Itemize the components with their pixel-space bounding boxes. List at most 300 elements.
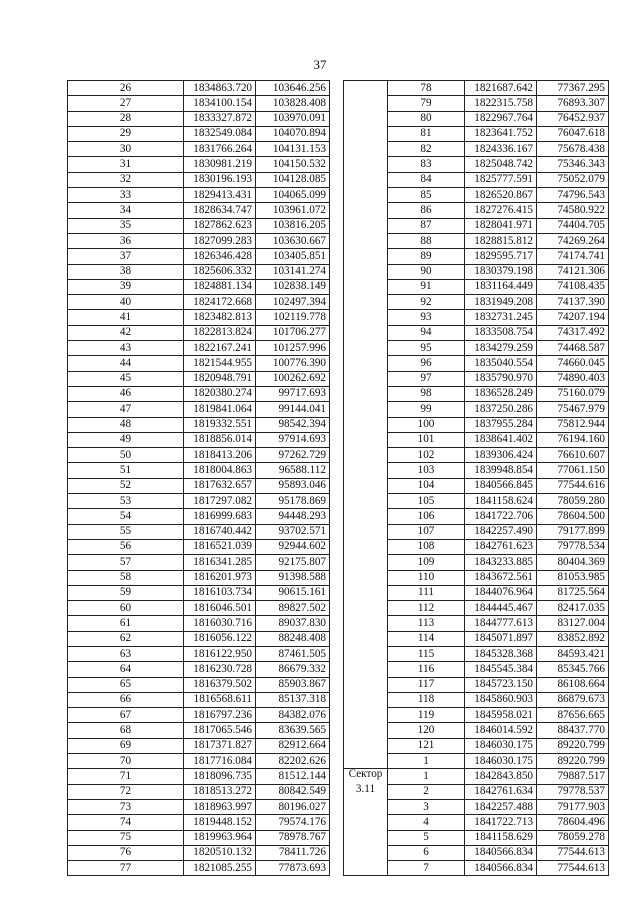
point-number: 35 xyxy=(68,218,184,233)
point-number: 73 xyxy=(68,799,184,814)
y-coordinate: 95178.869 xyxy=(256,494,330,509)
table-row xyxy=(344,769,609,784)
point-number: 29 xyxy=(68,126,184,141)
y-coordinate: 74317.492 xyxy=(537,325,609,340)
point-number: 51 xyxy=(68,463,184,478)
table-row xyxy=(68,233,330,248)
table-row xyxy=(68,784,330,799)
point-number: 118 xyxy=(388,692,465,707)
y-coordinate: 104070.894 xyxy=(256,126,330,141)
point-number: 41 xyxy=(68,310,184,325)
y-coordinate: 82912.664 xyxy=(256,738,330,753)
point-number: 49 xyxy=(68,432,184,447)
y-coordinate: 80404.369 xyxy=(537,555,609,570)
y-coordinate: 98542.394 xyxy=(256,417,330,432)
x-coordinate: 1832549.084 xyxy=(184,126,256,141)
y-coordinate: 87656.665 xyxy=(537,708,609,723)
x-coordinate: 1846030.175 xyxy=(465,738,537,753)
x-coordinate: 1820380.274 xyxy=(184,386,256,401)
y-coordinate: 82202.626 xyxy=(256,754,330,769)
y-coordinate: 83639.565 xyxy=(256,723,330,738)
x-coordinate: 1845545.384 xyxy=(465,662,537,677)
y-coordinate: 79778.534 xyxy=(537,539,609,554)
point-number: 4 xyxy=(388,815,465,830)
table-row xyxy=(68,601,330,616)
y-coordinate: 104065.099 xyxy=(256,188,330,203)
x-coordinate: 1833327.872 xyxy=(184,111,256,126)
table-row xyxy=(68,356,330,371)
point-number: 102 xyxy=(388,448,465,463)
point-number: 33 xyxy=(68,188,184,203)
table-row xyxy=(68,172,330,187)
y-coordinate: 89827.502 xyxy=(256,601,330,616)
table-row xyxy=(68,738,330,753)
x-coordinate: 1819963.964 xyxy=(184,830,256,845)
sector-number: 3.11 xyxy=(355,782,376,795)
point-number: 1 xyxy=(388,754,465,769)
point-number: 82 xyxy=(388,142,465,157)
table-row xyxy=(68,570,330,585)
point-number: 111 xyxy=(388,585,465,600)
table-row xyxy=(68,494,330,509)
table-row xyxy=(68,830,330,845)
point-number: 109 xyxy=(388,555,465,570)
table-row xyxy=(68,861,330,876)
y-coordinate: 79177.899 xyxy=(537,524,609,539)
table-row xyxy=(68,723,330,738)
sector-label: Сектор xyxy=(348,768,383,781)
table-row xyxy=(68,799,330,814)
x-coordinate: 1834100.154 xyxy=(184,96,256,111)
x-coordinate: 1816521.039 xyxy=(184,539,256,554)
y-coordinate: 101706.277 xyxy=(256,325,330,340)
point-number: 57 xyxy=(68,555,184,570)
x-coordinate: 1817371.827 xyxy=(184,738,256,753)
point-number: 34 xyxy=(68,203,184,218)
y-coordinate: 79778.537 xyxy=(537,784,609,799)
x-coordinate: 1841158.629 xyxy=(465,830,537,845)
y-coordinate: 83127.004 xyxy=(537,616,609,631)
x-coordinate: 1827276.415 xyxy=(465,203,537,218)
x-coordinate: 1820948.791 xyxy=(184,371,256,386)
y-coordinate: 103141.274 xyxy=(256,264,330,279)
point-number: 27 xyxy=(68,96,184,111)
y-coordinate: 103646.256 xyxy=(256,81,330,96)
y-coordinate: 77544.613 xyxy=(537,845,609,860)
x-coordinate: 1825048.742 xyxy=(465,157,537,172)
table-row xyxy=(68,386,330,401)
x-coordinate: 1841722.713 xyxy=(465,815,537,830)
table-row xyxy=(68,341,330,356)
x-coordinate: 1818513.272 xyxy=(184,784,256,799)
x-coordinate: 1837955.284 xyxy=(465,417,537,432)
y-coordinate: 74174.741 xyxy=(537,249,609,264)
y-coordinate: 74269.264 xyxy=(537,233,609,248)
x-coordinate: 1833508.754 xyxy=(465,325,537,340)
table-row xyxy=(68,279,330,294)
x-coordinate: 1822315.758 xyxy=(465,96,537,111)
x-coordinate: 1818096.735 xyxy=(184,769,256,784)
x-coordinate: 1829413.431 xyxy=(184,188,256,203)
table-row xyxy=(68,249,330,264)
y-coordinate: 79574.176 xyxy=(256,815,330,830)
y-coordinate: 74468.587 xyxy=(537,341,609,356)
x-coordinate: 1828041.971 xyxy=(465,218,537,233)
table-row xyxy=(68,325,330,340)
point-number: 47 xyxy=(68,402,184,417)
table-row xyxy=(68,218,330,233)
right-coordinate-table xyxy=(343,80,609,876)
point-number: 68 xyxy=(68,723,184,738)
table-row xyxy=(68,478,330,493)
y-coordinate: 78059.278 xyxy=(537,830,609,845)
point-number: 70 xyxy=(68,754,184,769)
x-coordinate: 1819332.551 xyxy=(184,417,256,432)
table-row xyxy=(68,677,330,692)
point-number: 88 xyxy=(388,233,465,248)
point-number: 43 xyxy=(68,341,184,356)
y-coordinate: 75346.343 xyxy=(537,157,609,172)
y-coordinate: 76452.937 xyxy=(537,111,609,126)
table-row xyxy=(68,555,330,570)
x-coordinate: 1845958.021 xyxy=(465,708,537,723)
y-coordinate: 79177.903 xyxy=(537,799,609,814)
y-coordinate: 103630.667 xyxy=(256,233,330,248)
y-coordinate: 93702.571 xyxy=(256,524,330,539)
table-row xyxy=(68,692,330,707)
point-number: 104 xyxy=(388,478,465,493)
x-coordinate: 1827099.283 xyxy=(184,233,256,248)
table-row xyxy=(68,402,330,417)
point-number: 74 xyxy=(68,815,184,830)
point-number: 113 xyxy=(388,616,465,631)
y-coordinate: 81512.144 xyxy=(256,769,330,784)
y-coordinate: 86879.673 xyxy=(537,692,609,707)
x-coordinate: 1817716.084 xyxy=(184,754,256,769)
table-row xyxy=(68,448,330,463)
x-coordinate: 1842761.623 xyxy=(465,539,537,554)
x-coordinate: 1816230.728 xyxy=(184,662,256,677)
point-number: 1 xyxy=(388,769,465,784)
x-coordinate: 1839306.424 xyxy=(465,448,537,463)
point-number: 105 xyxy=(388,494,465,509)
y-coordinate: 89037.830 xyxy=(256,616,330,631)
y-coordinate: 82417.035 xyxy=(537,601,609,616)
x-coordinate: 1837250.286 xyxy=(465,402,537,417)
point-number: 60 xyxy=(68,601,184,616)
y-coordinate: 99717.693 xyxy=(256,386,330,401)
x-coordinate: 1835790.970 xyxy=(465,371,537,386)
point-number: 66 xyxy=(68,692,184,707)
point-number: 31 xyxy=(68,157,184,172)
y-coordinate: 80196.027 xyxy=(256,799,330,814)
point-number: 76 xyxy=(68,845,184,860)
point-number: 100 xyxy=(388,417,465,432)
y-coordinate: 75052.079 xyxy=(537,172,609,187)
y-coordinate: 92175.807 xyxy=(256,555,330,570)
point-number: 54 xyxy=(68,509,184,524)
sector-cell-empty xyxy=(344,81,388,769)
point-number: 69 xyxy=(68,738,184,753)
x-coordinate: 1842257.488 xyxy=(465,799,537,814)
x-coordinate: 1845723.150 xyxy=(465,677,537,692)
point-number: 84 xyxy=(388,172,465,187)
point-number: 107 xyxy=(388,524,465,539)
x-coordinate: 1821544.955 xyxy=(184,356,256,371)
x-coordinate: 1816122.950 xyxy=(184,646,256,661)
point-number: 71 xyxy=(68,769,184,784)
left-coordinate-table xyxy=(67,80,330,876)
table-row xyxy=(68,769,330,784)
point-number: 44 xyxy=(68,356,184,371)
y-coordinate: 77367.295 xyxy=(537,81,609,96)
y-coordinate: 77544.613 xyxy=(537,861,609,876)
y-coordinate: 85903.867 xyxy=(256,677,330,692)
point-number: 61 xyxy=(68,616,184,631)
point-number: 101 xyxy=(388,432,465,447)
y-coordinate: 102497.394 xyxy=(256,295,330,310)
table-row xyxy=(68,662,330,677)
x-coordinate: 1816201.973 xyxy=(184,570,256,585)
y-coordinate: 84382.076 xyxy=(256,708,330,723)
point-number: 90 xyxy=(388,264,465,279)
y-coordinate: 76047.618 xyxy=(537,126,609,141)
point-number: 85 xyxy=(388,188,465,203)
point-number: 26 xyxy=(68,81,184,96)
point-number: 95 xyxy=(388,341,465,356)
y-coordinate: 81053.985 xyxy=(537,570,609,585)
point-number: 6 xyxy=(388,845,465,860)
point-number: 115 xyxy=(388,646,465,661)
table-row xyxy=(68,616,330,631)
left-table-body xyxy=(68,81,330,876)
y-coordinate: 75160.079 xyxy=(537,386,609,401)
x-coordinate: 1843233.885 xyxy=(465,555,537,570)
y-coordinate: 97262.729 xyxy=(256,448,330,463)
point-number: 116 xyxy=(388,662,465,677)
x-coordinate: 1818856.014 xyxy=(184,432,256,447)
point-number: 86 xyxy=(388,203,465,218)
point-number: 96 xyxy=(388,356,465,371)
y-coordinate: 102838.149 xyxy=(256,279,330,294)
y-coordinate: 80842.549 xyxy=(256,784,330,799)
point-number: 56 xyxy=(68,539,184,554)
point-number: 97 xyxy=(388,371,465,386)
x-coordinate: 1832731.245 xyxy=(465,310,537,325)
point-number: 40 xyxy=(68,295,184,310)
point-number: 59 xyxy=(68,585,184,600)
table-row xyxy=(68,631,330,646)
table-row xyxy=(68,815,330,830)
y-coordinate: 77061.150 xyxy=(537,463,609,478)
point-number: 64 xyxy=(68,662,184,677)
point-number: 79 xyxy=(388,96,465,111)
y-coordinate: 104128.085 xyxy=(256,172,330,187)
table-row xyxy=(68,203,330,218)
point-number: 48 xyxy=(68,417,184,432)
point-number: 114 xyxy=(388,631,465,646)
point-number: 75 xyxy=(68,830,184,845)
x-coordinate: 1817065.546 xyxy=(184,723,256,738)
y-coordinate: 75812.944 xyxy=(537,417,609,432)
x-coordinate: 1843672.561 xyxy=(465,570,537,585)
table-row xyxy=(68,371,330,386)
point-number: 77 xyxy=(68,861,184,876)
x-coordinate: 1844445.467 xyxy=(465,601,537,616)
point-number: 37 xyxy=(68,249,184,264)
y-coordinate: 104131.153 xyxy=(256,142,330,157)
table-row xyxy=(68,524,330,539)
x-coordinate: 1834279.259 xyxy=(465,341,537,356)
table-row xyxy=(68,845,330,860)
point-number: 91 xyxy=(388,279,465,294)
x-coordinate: 1844076.964 xyxy=(465,585,537,600)
y-coordinate: 85345.766 xyxy=(537,662,609,677)
point-number: 7 xyxy=(388,861,465,876)
table-row xyxy=(68,295,330,310)
point-number: 28 xyxy=(68,111,184,126)
y-coordinate: 74137.390 xyxy=(537,295,609,310)
x-coordinate: 1838641.402 xyxy=(465,432,537,447)
point-number: 83 xyxy=(388,157,465,172)
x-coordinate: 1818963.997 xyxy=(184,799,256,814)
point-number: 38 xyxy=(68,264,184,279)
x-coordinate: 1825606.332 xyxy=(184,264,256,279)
x-coordinate: 1820510.132 xyxy=(184,845,256,860)
x-coordinate: 1828815.812 xyxy=(465,233,537,248)
x-coordinate: 1830379.198 xyxy=(465,264,537,279)
x-coordinate: 1834863.720 xyxy=(184,81,256,96)
y-coordinate: 100776.390 xyxy=(256,356,330,371)
point-number: 94 xyxy=(388,325,465,340)
y-coordinate: 78978.767 xyxy=(256,830,330,845)
y-coordinate: 99144.041 xyxy=(256,402,330,417)
point-number: 53 xyxy=(68,494,184,509)
point-number: 62 xyxy=(68,631,184,646)
point-number: 89 xyxy=(388,249,465,264)
point-number: 58 xyxy=(68,570,184,585)
table-row xyxy=(68,432,330,447)
y-coordinate: 102119.778 xyxy=(256,310,330,325)
x-coordinate: 1846014.592 xyxy=(465,723,537,738)
x-coordinate: 1816740.442 xyxy=(184,524,256,539)
x-coordinate: 1816030.716 xyxy=(184,616,256,631)
y-coordinate: 104150.532 xyxy=(256,157,330,172)
y-coordinate: 88248.408 xyxy=(256,631,330,646)
y-coordinate: 101257.996 xyxy=(256,341,330,356)
x-coordinate: 1846030.175 xyxy=(465,754,537,769)
point-number: 30 xyxy=(68,142,184,157)
point-number: 45 xyxy=(68,371,184,386)
table-row xyxy=(68,188,330,203)
x-coordinate: 1829595.717 xyxy=(465,249,537,264)
point-number: 78 xyxy=(388,81,465,96)
table-row xyxy=(68,509,330,524)
point-number: 80 xyxy=(388,111,465,126)
y-coordinate: 78411.726 xyxy=(256,845,330,860)
y-coordinate: 78604.500 xyxy=(537,509,609,524)
x-coordinate: 1842761.634 xyxy=(465,784,537,799)
x-coordinate: 1816379.502 xyxy=(184,677,256,692)
x-coordinate: 1823482.813 xyxy=(184,310,256,325)
y-coordinate: 76893.307 xyxy=(537,96,609,111)
sector-label-cell xyxy=(344,769,388,876)
x-coordinate: 1824881.134 xyxy=(184,279,256,294)
point-number: 108 xyxy=(388,539,465,554)
table-row xyxy=(68,96,330,111)
table-row xyxy=(68,126,330,141)
y-coordinate: 86679.332 xyxy=(256,662,330,677)
x-coordinate: 1845328.368 xyxy=(465,646,537,661)
table-row xyxy=(68,463,330,478)
y-coordinate: 103816.205 xyxy=(256,218,330,233)
table-row xyxy=(68,264,330,279)
x-coordinate: 1842257.490 xyxy=(465,524,537,539)
point-number: 3 xyxy=(388,799,465,814)
table-row xyxy=(68,585,330,600)
x-coordinate: 1816797.236 xyxy=(184,708,256,723)
x-coordinate: 1825777.591 xyxy=(465,172,537,187)
x-coordinate: 1828634.747 xyxy=(184,203,256,218)
x-coordinate: 1822813.824 xyxy=(184,325,256,340)
y-coordinate: 81725.564 xyxy=(537,585,609,600)
point-number: 120 xyxy=(388,723,465,738)
x-coordinate: 1816056.122 xyxy=(184,631,256,646)
point-number: 2 xyxy=(388,784,465,799)
y-coordinate: 89220.799 xyxy=(537,754,609,769)
y-coordinate: 74890.403 xyxy=(537,371,609,386)
x-coordinate: 1819841.064 xyxy=(184,402,256,417)
y-coordinate: 74121.306 xyxy=(537,264,609,279)
x-coordinate: 1826520.867 xyxy=(465,188,537,203)
y-coordinate: 74108.435 xyxy=(537,279,609,294)
table-row xyxy=(68,754,330,769)
y-coordinate: 90615.161 xyxy=(256,585,330,600)
y-coordinate: 78604.496 xyxy=(537,815,609,830)
y-coordinate: 103961.072 xyxy=(256,203,330,218)
x-coordinate: 1819448.152 xyxy=(184,815,256,830)
table-row xyxy=(68,708,330,723)
point-number: 93 xyxy=(388,310,465,325)
y-coordinate: 103970.091 xyxy=(256,111,330,126)
table-row xyxy=(344,81,609,96)
point-number: 92 xyxy=(388,295,465,310)
x-coordinate: 1831949.208 xyxy=(465,295,537,310)
y-coordinate: 77873.693 xyxy=(256,861,330,876)
table-row xyxy=(68,539,330,554)
table-row xyxy=(68,417,330,432)
point-number: 67 xyxy=(68,708,184,723)
y-coordinate: 100262.692 xyxy=(256,371,330,386)
table-row xyxy=(68,111,330,126)
x-coordinate: 1830981.219 xyxy=(184,157,256,172)
x-coordinate: 1827862.623 xyxy=(184,218,256,233)
point-number: 39 xyxy=(68,279,184,294)
y-coordinate: 74580.922 xyxy=(537,203,609,218)
point-number: 110 xyxy=(388,570,465,585)
y-coordinate: 75467.979 xyxy=(537,402,609,417)
y-coordinate: 74796.543 xyxy=(537,188,609,203)
x-coordinate: 1839948.854 xyxy=(465,463,537,478)
y-coordinate: 92944.602 xyxy=(256,539,330,554)
point-number: 65 xyxy=(68,677,184,692)
y-coordinate: 97914.693 xyxy=(256,432,330,447)
table-row xyxy=(68,142,330,157)
point-number: 106 xyxy=(388,509,465,524)
y-coordinate: 78059.280 xyxy=(537,494,609,509)
x-coordinate: 1817297.082 xyxy=(184,494,256,509)
x-coordinate: 1816341.285 xyxy=(184,555,256,570)
